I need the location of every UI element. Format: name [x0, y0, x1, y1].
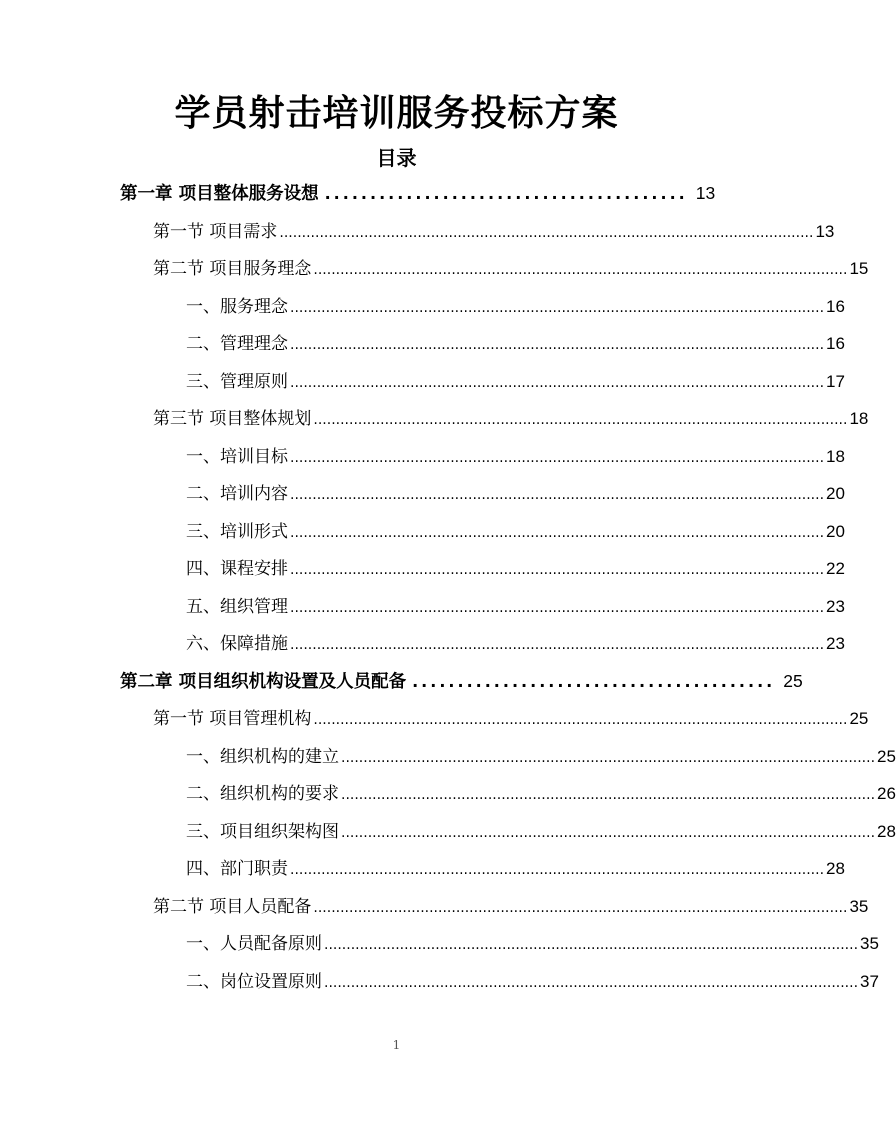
toc-entry-page: 25 — [783, 670, 803, 691]
toc-leader-dots: ........................................................................................................................ — [279, 224, 814, 241]
toc-entry[interactable] — [0, 513, 845, 551]
toc-entry[interactable] — [0, 400, 869, 438]
toc-entry[interactable] — [0, 250, 869, 288]
toc-leader-dots: ........................................................................................................................ — [313, 262, 848, 278]
toc-entry-title: 第二节 项目服务理念 — [153, 259, 312, 279]
toc-entry[interactable] — [0, 888, 869, 926]
toc-leader-dots: ........................................ — [324, 184, 688, 203]
toc-entry[interactable] — [0, 775, 896, 813]
toc-entry-title: 第二章 项目组织机构设置及人员配备 — [120, 671, 407, 692]
toc-leader-dots: ........................................................................................................................ — [313, 899, 848, 916]
toc-entry-title: 二、管理理念 — [186, 334, 288, 354]
toc-entry-title: 第一节 项目需求 — [153, 221, 278, 242]
toc-entry-page: 20 — [826, 521, 845, 541]
toc-leader-dots: ........................................................................................................................ — [290, 524, 825, 541]
toc-leader-dots: ........................................................................................................................ — [324, 974, 859, 991]
toc-entry-page: 16 — [826, 334, 845, 353]
toc-heading: 目录 — [376, 146, 417, 170]
toc-entry-title: 第一章 项目整体服务设想 — [120, 184, 319, 204]
toc-leader-dots: ........................................................................................................................ — [290, 374, 825, 391]
toc-leader-dots: ........................................................................................................................ — [341, 787, 876, 803]
toc-entry-page: 13 — [695, 183, 716, 203]
toc-entry[interactable] — [0, 438, 845, 476]
page-number: 1 — [392, 1038, 401, 1052]
toc-entry[interactable] — [0, 588, 845, 626]
toc-entry-title: 二、岗位设置原则 — [186, 971, 322, 992]
toc-entry-page: 13 — [815, 221, 835, 241]
toc-entry[interactable] — [0, 925, 879, 963]
toc-entry-page: 26 — [877, 784, 896, 803]
toc-leader-dots: ........................................................................................................................ — [313, 412, 848, 428]
toc-entry-page: 17 — [826, 371, 845, 391]
toc-entry-title: 第三节 项目整体规划 — [153, 409, 312, 429]
toc-entry-page: 22 — [826, 559, 845, 578]
toc-entry-title: 一、服务理念 — [186, 296, 288, 317]
toc-entry[interactable] — [0, 475, 845, 513]
toc-entry-title: 四、部门职责 — [186, 859, 288, 879]
toc-entry-page: 18 — [849, 409, 869, 428]
toc-entry[interactable] — [0, 663, 803, 701]
toc-entry[interactable] — [0, 175, 716, 213]
toc-leader-dots: ........................................................................................................................ — [341, 749, 876, 766]
document-title: 学员射击培训服务投标方案 — [174, 93, 619, 134]
toc-entry-page: 25 — [877, 746, 896, 766]
toc-entry-page: 20 — [826, 484, 845, 503]
toc-leader-dots: ........................................................................................................................ — [290, 299, 825, 316]
toc-entry-page: 28 — [826, 859, 845, 878]
toc-leader-dots: ........................................................................................................................ — [290, 487, 825, 503]
toc-leader-dots: ........................................................................................................................ — [290, 862, 825, 878]
toc-entry-page: 25 — [849, 709, 869, 728]
toc-entry[interactable] — [0, 363, 845, 401]
toc-entry[interactable] — [0, 325, 845, 363]
toc-entry[interactable] — [0, 213, 835, 251]
toc-entry-page: 23 — [826, 634, 845, 653]
toc-entry[interactable] — [0, 288, 845, 326]
toc-entry-title: 三、管理原则 — [186, 371, 288, 392]
toc-entry-page: 35 — [849, 896, 869, 916]
toc-leader-dots: ........................................................................................................................ — [290, 449, 825, 466]
toc-entry[interactable] — [0, 813, 896, 851]
toc-entry-title: 三、项目组织架构图 — [186, 821, 339, 842]
toc-leader-dots: ........................................................................................................................ — [290, 337, 825, 353]
toc-entry-page: 35 — [860, 934, 879, 953]
toc-entry-title: 一、培训目标 — [186, 446, 288, 467]
toc-entry-page: 28 — [877, 821, 896, 841]
toc-leader-dots: ........................................................................................................................ — [290, 637, 825, 653]
toc-entry-page: 18 — [826, 446, 845, 466]
toc-entry[interactable] — [0, 738, 896, 776]
toc-entry-page: 23 — [826, 596, 845, 616]
toc-leader-dots: ........................................ — [412, 671, 776, 691]
toc-entry-title: 二、培训内容 — [186, 484, 288, 504]
toc-entry-page: 37 — [860, 971, 879, 991]
toc-entry-page: 15 — [849, 259, 869, 278]
toc-entry[interactable] — [0, 700, 869, 738]
toc-entry-page: 16 — [826, 296, 845, 316]
toc-entry-title: 二、组织机构的要求 — [186, 784, 339, 804]
toc-entry-title: 六、保障措施 — [186, 634, 288, 654]
toc-leader-dots: ........................................................................................................................ — [324, 937, 859, 953]
toc-entry[interactable] — [0, 850, 845, 888]
toc-entry-title: 一、组织机构的建立 — [186, 746, 339, 767]
toc-entry[interactable] — [0, 963, 879, 1001]
toc-leader-dots: ........................................................................................................................ — [290, 562, 825, 578]
toc-entry-title: 第二节 项目人员配备 — [153, 896, 312, 917]
toc-leader-dots: ........................................................................................................................ — [313, 712, 848, 728]
toc-entry-title: 第一节 项目管理机构 — [153, 709, 312, 729]
toc-entry[interactable] — [0, 550, 845, 588]
table-of-contents — [0, 175, 896, 1000]
toc-leader-dots: ........................................................................................................................ — [341, 824, 876, 841]
toc-entry[interactable] — [0, 625, 845, 663]
toc-entry-title: 三、培训形式 — [186, 521, 288, 542]
toc-entry-title: 一、人员配备原则 — [186, 934, 322, 954]
toc-entry-title: 五、组织管理 — [186, 596, 288, 617]
toc-entry-title: 四、课程安排 — [186, 559, 288, 579]
toc-leader-dots: ........................................................................................................................ — [290, 599, 825, 616]
